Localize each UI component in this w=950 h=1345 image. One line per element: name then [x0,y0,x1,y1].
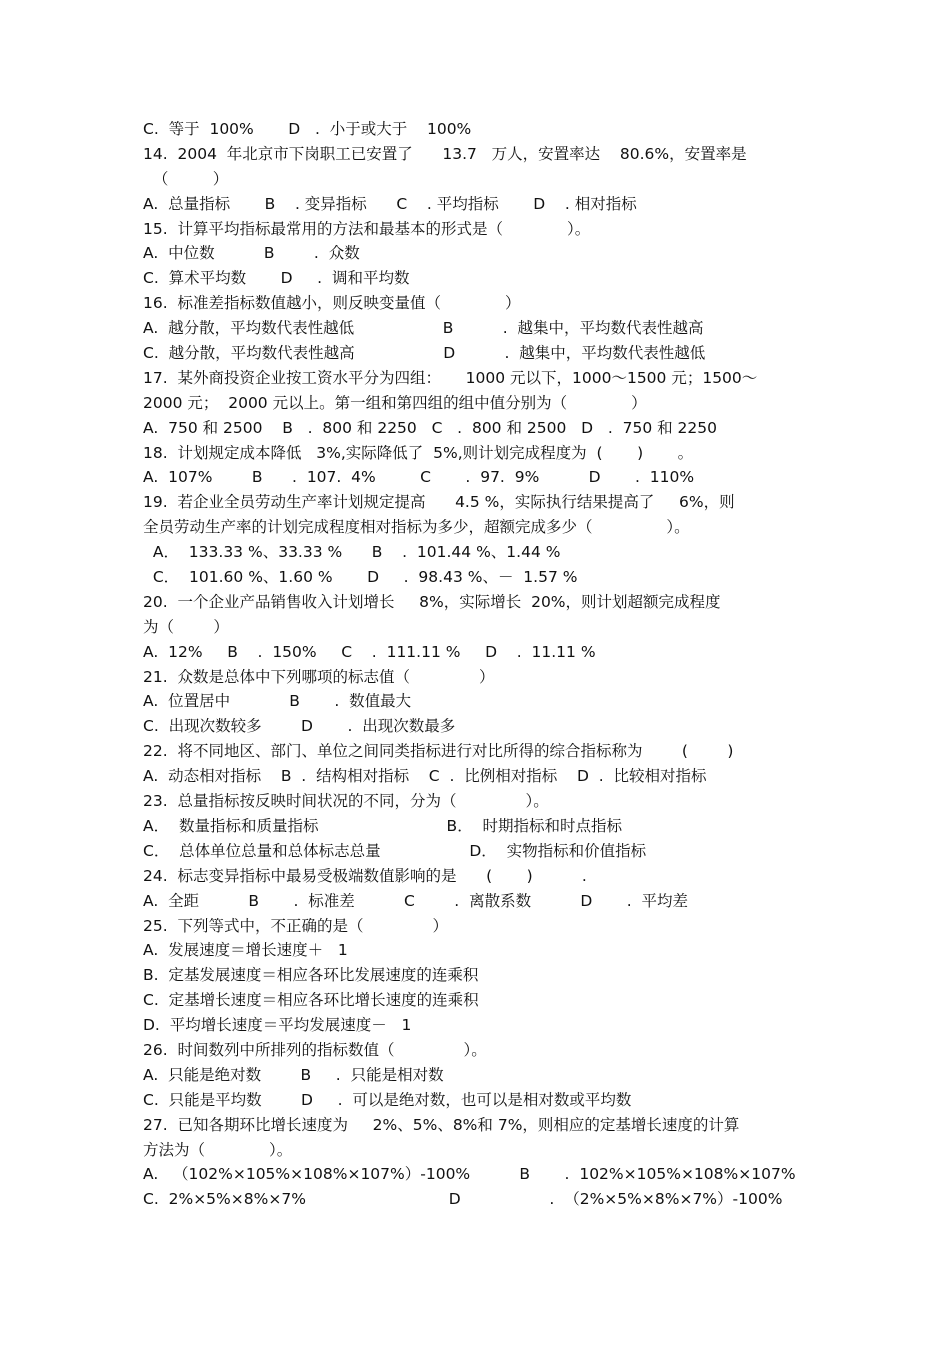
text-line: 14. 2004 年北京市下岗职工已安置了 13.7 万人，安置率达 80.6%，安置率是 [143,144,747,163]
text-line: 18. 计划规定成本降低 3%,实际降低了 5%,则计划完成程度为 ( ) 。 [143,443,694,462]
text-line: C. 出现次数较多 D . 出现次数最多 [143,717,456,736]
text-line: 16. 标准差指标数值越小，则反映变量值（ ） [143,294,521,313]
text-line: C． 101.60 %、1.60 % D . 98.43 %、－ 1.57 % [143,568,578,587]
text-line: 17. 某外商投资企业按工资水平分为四组： 1000 元以下，1000～1500 元；1500～ [143,368,758,387]
text-line: 15. 计算平均指标最常用的方法和最基本的形式是（ ）。 [143,219,591,238]
text-line: A. 只能是绝对数 B . 只能是相对数 [143,1065,444,1084]
text-line: C． 总体单位总量和总体标志总量 D． 实物指标和价值指标 [143,841,647,860]
text-line: C. 只能是平均数 D . 可以是绝对数，也可以是相对数或平均数 [143,1090,632,1109]
text-line: B. 定基发展速度＝相应各环比发展速度的连乘积 [143,966,479,985]
text-line: 24. 标志变异指标中最易受极端数值影响的是 ( ) . [143,866,587,885]
text-line: 2000 元； 2000 元以上。第一组和第四组的组中值分别为（ ） [143,393,647,412]
text-line: A. 发展速度＝增长速度＋ 1 [143,941,348,960]
text-line: A. 全距 B . 标准差 C . 离散系数 D . 平均差 [143,891,689,910]
question-text-block [143,117,813,1212]
text-line: 方法为（ ）。 [143,1140,293,1159]
text-line: C. 越分散，平均数代表性越高 D . 越集中，平均数代表性越低 [143,344,706,363]
text-line: C. 2%×5%×8%×7% D . （2%×5%×8%×7%）-100% [143,1190,783,1209]
text-line: 27. 已知各期环比增长速度为 2%、5%、8%和 7%，则相应的定基增长速度的计算 [143,1115,740,1134]
text-line: A． 133.33 %、33.33 % B . 101.44 %、1.44 % [143,543,561,562]
text-line: 22. 将不同地区、部门、单位之间同类指标进行对比所得的综合指标称为 ( ) [143,742,734,761]
text-line: D. 平均增长速度＝平均发展速度－ 1 [143,1016,412,1035]
text-line: A. 750 和 2500 B . 800 和 2250 C . 800 和 2500 D . 750 和 2250 [143,418,717,437]
text-line: A． 数量指标和质量指标 B． 时期指标和时点指标 [143,816,623,835]
text-line: 19. 若企业全员劳动生产率计划规定提高 4.5 %，实际执行结果提高了 6%，则 [143,493,735,512]
text-line: A. 越分散，平均数代表性越低 B . 越集中，平均数代表性越高 [143,319,704,338]
text-line: 为（ ） [143,617,229,636]
text-line: A. 12% B . 150% C . 111.11 % D . 11.11 % [143,642,596,661]
text-line: 23. 总量指标按反映时间状况的不同，分为（ ）。 [143,792,549,811]
text-line: A. 107% B . 107. 4% C . 97. 9% D . 110% [143,468,695,487]
text-line: 20. 一个企业产品销售收入计划增长 8%，实际增长 20%，则计划超额完成程度 [143,592,721,611]
text-line: A. （102%×105%×108%×107%）-100% B . 102%×105%×108%×107% [143,1165,796,1184]
text-line: 21. 众数是总体中下列哪项的标志值（ ） [143,667,495,686]
text-line: C. 算术平均数 D . 调和平均数 [143,269,410,288]
text-line: （ ） [143,169,229,188]
text-line: 26. 时间数列中所排列的指标数值（ ）。 [143,1040,487,1059]
text-line: A. 位置居中 B . 数值最大 [143,692,412,711]
text-line: 全员劳动生产率的计划完成程度相对指标为多少，超额完成多少（ ）。 [143,518,690,537]
text-line: 25. 下列等式中，不正确的是（ ） [143,916,448,935]
text-line: A. 动态相对指标 B . 结构相对指标 C . 比例相对指标 D . 比较相对指标 [143,767,707,786]
text-line: C. 定基增长速度＝相应各环比增长速度的连乘积 [143,991,479,1010]
text-line: A. 中位数 B . 众数 [143,244,360,263]
text-line: C. 等于 100% D . 小于或大于 100% [143,120,472,138]
text-line: A. 总量指标 B . 变异指标 C . 平均指标 D . 相对指标 [143,194,637,213]
